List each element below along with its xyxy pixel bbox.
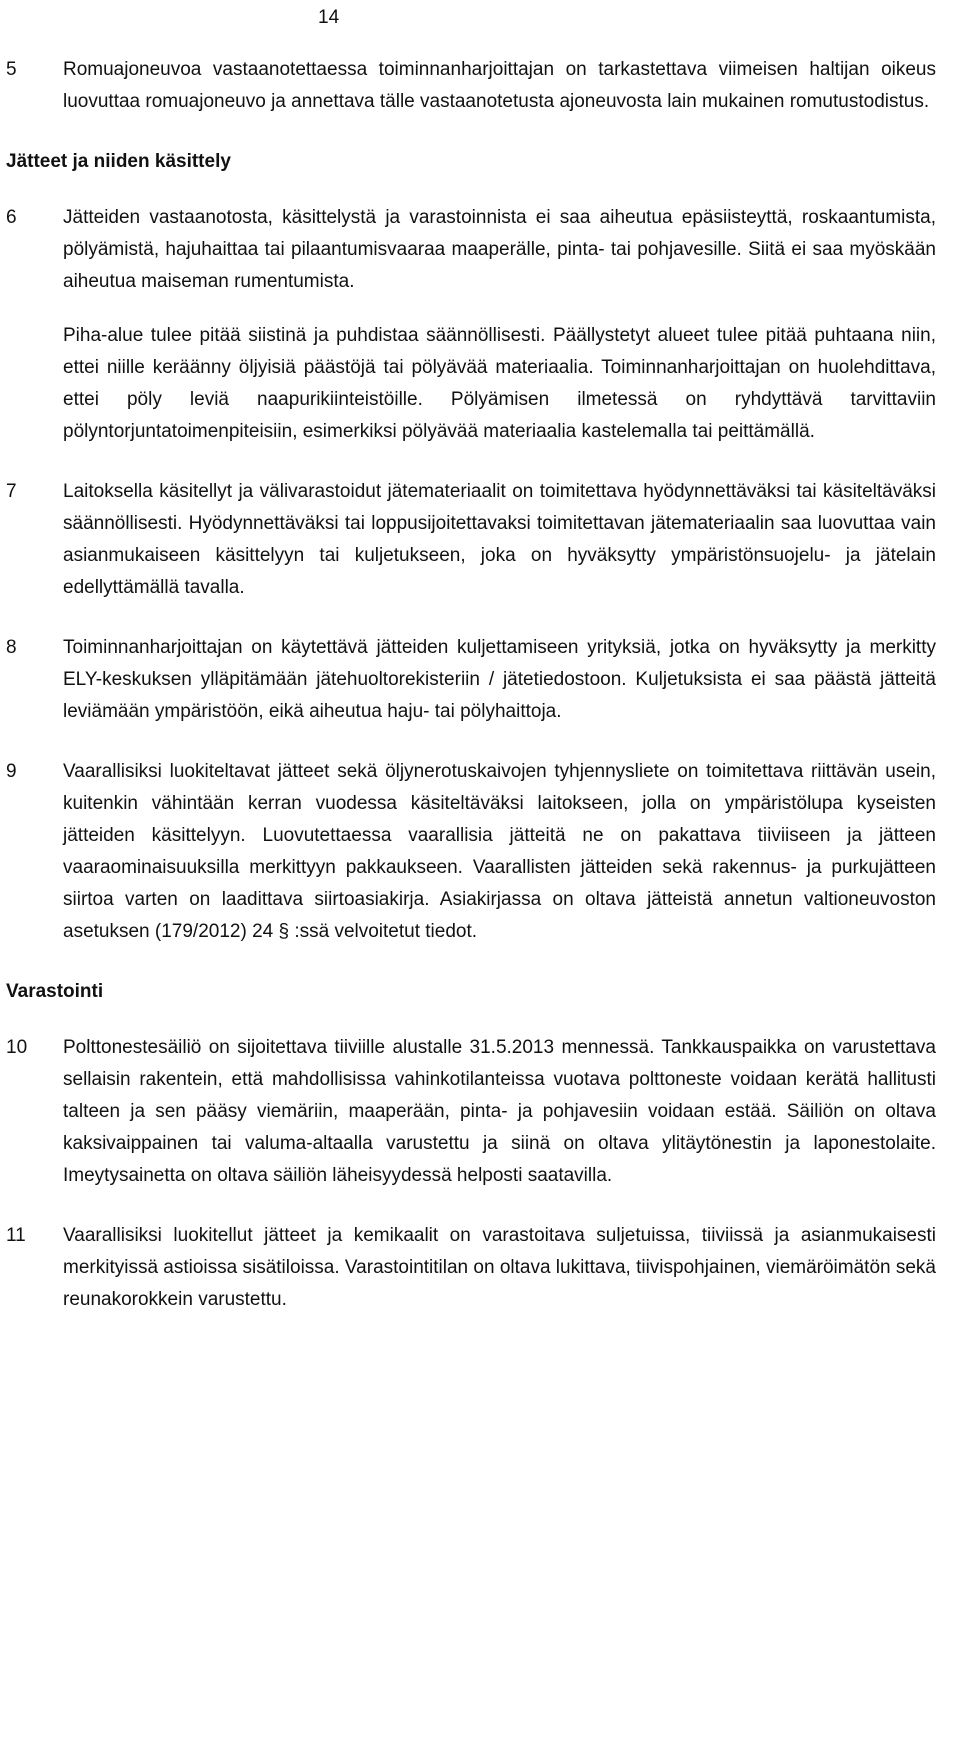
paragraph: Laitoksella käsitellyt ja välivarastoidut jätemateriaalit on toimitettava hyödynnettäväksi tai käsiteltäväksi säännöllisesti. Hyödynnettäväksi tai loppusijoitettavaksi toimitettavan jätemateriaalin saa luovuttaa vain asianmukaiseen käsittelyyn tai kuljetukseen, joka on hyväksytty ympäristönsuojelu- ja jätelain edellyttämällä tavalla. [63,481,936,598]
document-body [6,54,936,1344]
section-heading-waste: Jätteet ja niiden käsittely [6,151,231,172]
item-number: 11 [6,1225,26,1246]
paragraph: Romuajoneuvoa vastaanotettaessa toiminnanharjoittajan on tarkastettava viimeisen haltijan oikeus luovuttaa romuajoneuvo ja annettava tälle vastaanotetusta ajoneuvosta lain mukainen romutustodistus. [63,59,936,112]
numbered-item-6 [6,202,936,448]
item-number: 7 [6,481,17,502]
paragraph: Vaarallisiksi luokiteltavat jätteet sekä öljynerotuskaivojen tyhjennysliete on toimitettava riittävän usein, kuitenkin vähintään kerran vuodessa käsiteltäväksi laitokseen, jolla on ympäristölupa kyseisten jätteiden käsittelyyn. Luovutettaessa vaarallisia jätteitä ne on pakattava tiiviiseen ja jätteen vaaraominaisuuksilla merkittyyn pakkaukseen. Vaarallisten jätteiden sekä rakennus- ja purkujätteen siirtoa varten on laadittava siirtoasiakirja. Asiakirjassa on oltava jätteistä annetun valtioneuvoston asetuksen (179/2012) 24 § :ssä velvoitetut tiedot. [63,761,936,942]
item-number: 6 [6,207,17,228]
paragraph: Vaarallisiksi luokitellut jätteet ja kemikaalit on varastoitava suljetuissa, tiiviissä ja asianmukaisesti merkityissä astioissa sisätiloissa. Varastointitilan on oltava lukittava, tiivispohjainen, viemäröimätön sekä reunakorokkein varustettu. [63,1225,936,1310]
numbered-item-9 [6,756,936,948]
paragraph: Jätteiden vastaanotosta, käsittelystä ja varastoinnista ei saa aiheutua epäsiisteyttä, roskaantumista, pölyämistä, hajuhaittaa tai pilaantumisvaaraa maaperälle, pinta- tai pohjavesille. Siitä ei saa myöskään aiheutua maiseman rumentumista. [63,207,936,292]
numbered-item-5 [6,54,936,118]
item-text [63,54,936,118]
item-text [63,476,936,604]
page-number: 14 [318,7,340,28]
numbered-item-8 [6,632,936,728]
paragraph: Toiminnanharjoittajan on käytettävä jätteiden kuljettamiseen yrityksiä, jotka on hyväksytty ja merkitty ELY-keskuksen ylläpitämään jätehuoltorekisteriin / jätetiedostoon. Kuljetuksista ei saa päästä jätteitä leviämään ympäristöön, eikä aiheutua haju- tai pölyhaittoja. [63,637,936,722]
item-number: 8 [6,637,17,658]
item-text [63,202,936,448]
item-number: 5 [6,59,17,80]
item-text [63,756,936,948]
item-number: 10 [6,1037,28,1058]
numbered-item-7 [6,476,936,604]
paragraph: Polttonestesäiliö on sijoitettava tiiviille alustalle 31.5.2013 mennessä. Tankkauspaikka on varustettava sellaisin rakentein, että mahdollisissa vahinkotilanteissa vuotava polttoneste voidaan kerätä hallitusti talteen ja sen pääsy viemäriin, maaperään, pinta- ja pohjavesiin voidaan estää. Säiliön on oltava kaksivaippainen tai valuma-altaalla varustettu ja siinä on oltava ylitäytönestin ja laponestolaite. Imeytysainetta on oltava säiliön läheisyydessä helposti saatavilla. [63,1037,936,1186]
item-number: 9 [6,761,17,782]
item-text [63,1032,936,1192]
item-text [63,1220,936,1316]
item-text [63,632,936,728]
numbered-item-11 [6,1220,936,1316]
section-heading-storage: Varastointi [6,981,104,1002]
numbered-item-10 [6,1032,936,1192]
paragraph: Piha-alue tulee pitää siistinä ja puhdistaa säännöllisesti. Päällystetyt alueet tulee pitää puhtaana niin, ettei niille keräänny öljyisiä päästöjä tai pölyävää materiaalia. Toiminnanharjoittajan on huolehdittava, ettei pöly leviä naapurikiinteistöille. Pölyämisen ilmetessä on ryhdyttävä tarvittaviin pölyntorjuntatoimenpiteisiin, esimerkiksi pölyävää materiaalia kastelemalla tai peittämällä. [63,325,936,442]
